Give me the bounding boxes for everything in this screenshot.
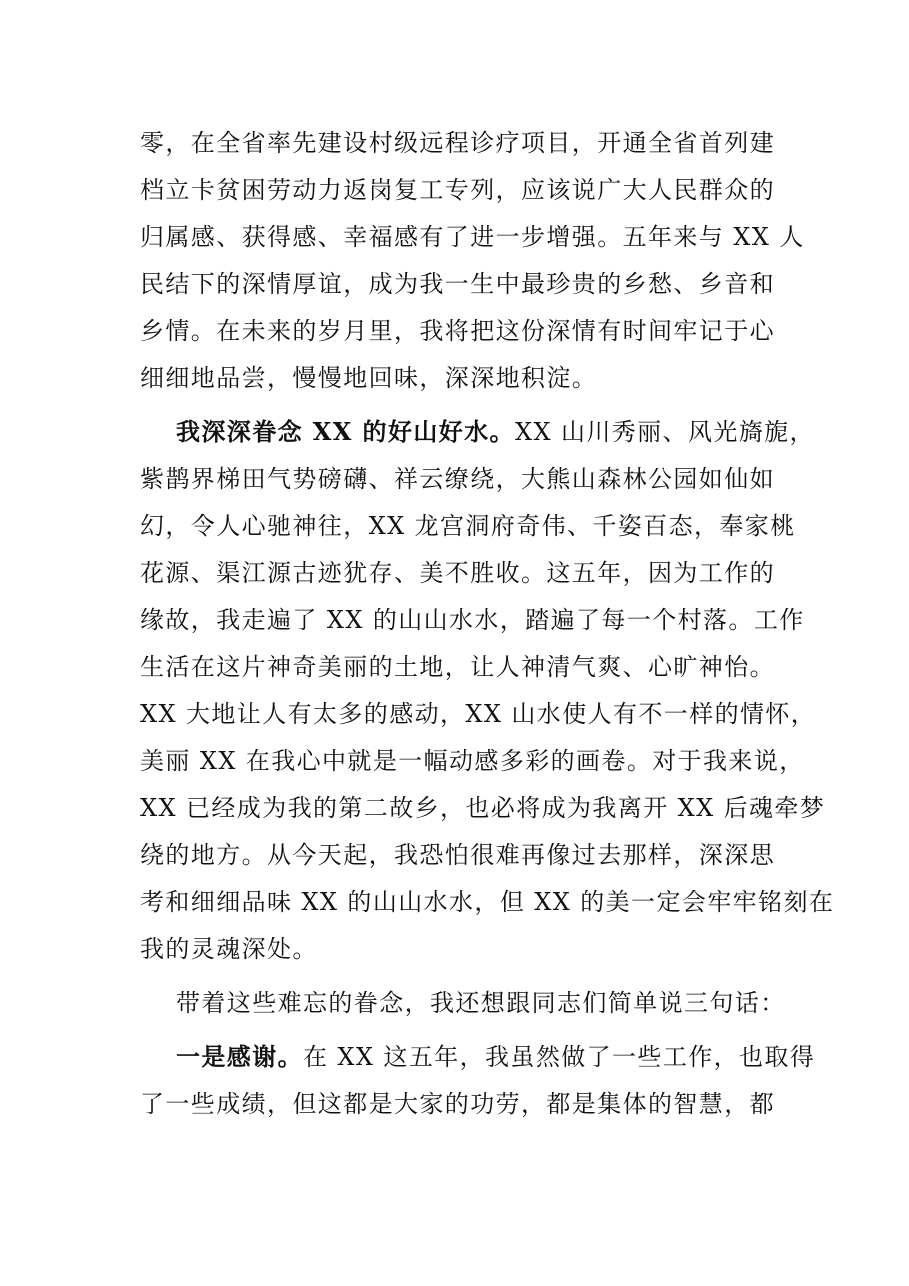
paragraph-line: XX 已经成为我的第二故乡，也必将成为我离开 XX 后魂牵梦 [140, 794, 826, 822]
paragraph-line: 了一些成绩，但这都是大家的功劳，都是集体的智慧，都 [140, 1090, 775, 1118]
paragraph-line: 档立卡贫困劳动力返岗复工专列，应该说广大人民群众的 [140, 176, 775, 204]
paragraph-line: 带着这些难忘的眷念，我还想跟同志们简单说三句话： [176, 989, 786, 1017]
paragraph-heading: 我深深眷念 XX 的好山好水。 [176, 417, 515, 446]
paragraph-line: 归属感、获得感、幸福感有了进一步增强。五年来与 XX 人 [140, 223, 805, 251]
paragraph-heading: 一是感谢。 [176, 1042, 303, 1071]
paragraph-line: 零，在全省率先建设村级远程诊疗项目，开通全省首列建 [140, 129, 775, 157]
paragraph-line: XX 大地让人有太多的感动，XX 山水使人有不一样的情怀， [140, 700, 817, 728]
paragraph-line: 幻，令人心驰神往，XX 龙宫洞府奇伟、千姿百态，奉家桃 [140, 512, 796, 540]
paragraph-text: XX 山川秀丽、风光旖旎， [514, 418, 815, 446]
paragraph-first-line [176, 412, 815, 452]
paragraph-text: 在 XX 这五年，我虽然做了一些工作，也取得 [303, 1043, 816, 1071]
paragraph-line: 考和细细品味 XX 的山山水水，但 XX 的美一定会牢牢铭刻在 [140, 888, 835, 916]
paragraph-line: 民结下的深情厚谊，成为我一生中最珍贵的乡愁、乡音和 [140, 270, 775, 298]
paragraph-first-line [176, 1037, 816, 1077]
paragraph-line: 我的灵魂深处。 [140, 935, 318, 963]
paragraph-line: 紫鹊界梯田气势磅礴、祥云缭绕，大熊山森林公园如仙如 [140, 465, 775, 493]
paragraph-line: 缘故，我走遍了 XX 的山山水水，踏遍了每一个村落。工作 [140, 606, 805, 634]
paragraph-line: 美丽 XX 在我心中就是一幅动感多彩的画卷。对于我来说， [140, 747, 805, 775]
paragraph-line: 乡情。在未来的岁月里，我将把这份深情有时间牢记于心 [140, 317, 775, 345]
paragraph-line: 绕的地方。从今天起，我恐怕很难再像过去那样，深深思 [140, 841, 775, 869]
paragraph-line: 生活在这片神奇美丽的土地，让人神清气爽、心旷神怡。 [140, 653, 775, 681]
paragraph-line: 花源、渠江源古迹犹存、美不胜收。这五年，因为工作的 [140, 559, 775, 587]
paragraph-line: 细细地品尝，慢慢地回味，深深地积淀。 [140, 364, 598, 392]
